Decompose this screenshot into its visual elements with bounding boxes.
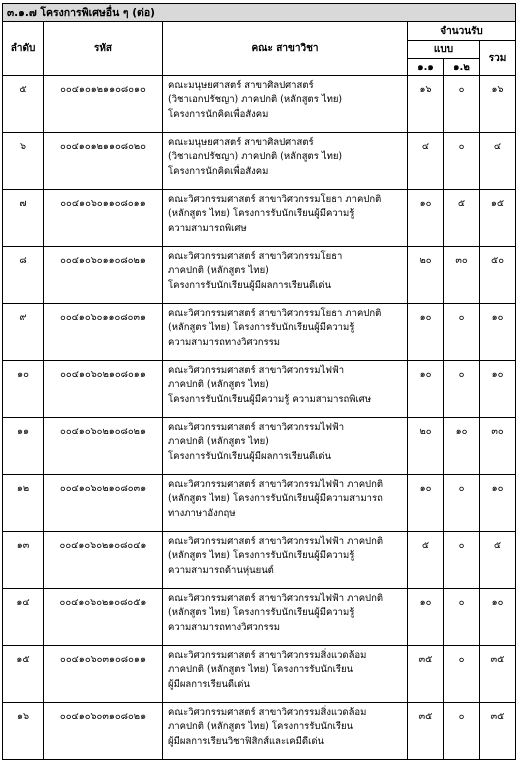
faculty-program-line: โครงการนักคิดเพื่อสังคม [168, 108, 269, 120]
intake-total: ๕ [480, 532, 516, 589]
col-header-type: แบบ [408, 41, 480, 59]
row-number: ๗ [3, 190, 44, 247]
intake-type-1-2: ๐ [444, 703, 480, 760]
faculty-program [163, 76, 408, 133]
faculty-program-line: (หลักสูตร ไทย) โครงการรับนักเรียนผู้มีความรู้ [168, 322, 355, 334]
row-number: ๑๑ [3, 418, 44, 475]
faculty-program-line: คณะวิศวกรรมศาสตร์ สาขาวิศวกรรมไฟฟ้า [168, 365, 345, 376]
faculty-program [163, 361, 408, 418]
program-code: ๐๐๔๑๐๖๐๒๑๐๘๐๔๑ [44, 532, 163, 589]
col-header-intake: จำนวนรับ [408, 22, 516, 41]
col-header-faculty: คณะ สาขาวิชา [163, 22, 408, 76]
faculty-program-line: (หลักสูตร ไทย) โครงการรับนักเรียนผู้มีความรู้ [168, 208, 355, 220]
row-number: ๑๓ [3, 532, 44, 589]
faculty-program-line: (วิชาเอกปรัชญา) ภาคปกติ (หลักสูตร ไทย) [168, 151, 343, 163]
faculty-program-line: โครงการรับนักเรียนผู้มีผลการเรียนดีเด่น [168, 279, 332, 291]
faculty-program-line: ภาคปกติ (หลักสูตร ไทย) [168, 379, 269, 391]
program-code: ๐๐๔๑๐๖๐๓๑๐๘๐๑๑ [44, 646, 163, 703]
table-row [3, 646, 516, 703]
intake-type-1-1: ๒๐ [408, 418, 444, 475]
faculty-program-line: คณะวิศวกรรมศาสตร์ สาขาวิศวกรรมโยธา ภาคปกติ [168, 308, 382, 319]
intake-type-1-1: ๓๕ [408, 646, 444, 703]
faculty-program [163, 646, 408, 703]
faculty-program-line: ความสามารถพิเศษ [168, 222, 247, 234]
faculty-program-line: โครงการรับนักเรียนผู้มีความรู้ ความสามารถพิเศษ [168, 393, 372, 405]
faculty-program-line: (หลักสูตร ไทย) โครงการรับนักเรียนผู้มีความรู้ [168, 550, 355, 562]
intake-total: ๑๖ [480, 76, 516, 133]
faculty-program [163, 532, 408, 589]
intake-type-1-2: ๐ [444, 589, 480, 646]
faculty-program [163, 589, 408, 646]
row-number: ๙ [3, 304, 44, 361]
faculty-program-line: คณะมนุษยศาสตร์ สาขาศิลปศาสตร์ [168, 80, 314, 91]
table-row [3, 532, 516, 589]
row-number: ๑๐ [3, 361, 44, 418]
faculty-program-line: (หลักสูตร ไทย) โครงการรับนักเรียนผู้มีความรู้ [168, 607, 355, 619]
intake-type-1-2: ๑๐ [444, 418, 480, 475]
faculty-program-line: ผู้มีผลการเรียนวิชาฟิสิกส์และเคมีดีเด่น [168, 735, 324, 747]
faculty-program-line: คณะมนุษยศาสตร์ สาขาศิลปศาสตร์ [168, 137, 314, 148]
faculty-program-line: (หลักสูตร ไทย) โครงการรับนักเรียนผู้มีความสามารถ [168, 493, 383, 505]
program-code: ๐๐๔๑๐๖๐๒๑๐๘๐๑๑ [44, 361, 163, 418]
faculty-program-line: คณะวิศวกรรมศาสตร์ สาขาวิศวกรรมสิ่งแวดล้อม [168, 707, 367, 718]
faculty-program-line: ความสามารถทางวิศวกรรม [168, 336, 281, 348]
faculty-program [163, 304, 408, 361]
admission-table [2, 3, 516, 760]
intake-total: ๓๕ [480, 646, 516, 703]
faculty-program-line: ผู้มีผลการเรียนดีเด่น [168, 678, 250, 690]
intake-total: ๔ [480, 133, 516, 190]
intake-type-1-2: ๕ [444, 190, 480, 247]
table-row [3, 589, 516, 646]
row-number: ๑๒ [3, 475, 44, 532]
table-row [3, 190, 516, 247]
intake-type-1-1: ๒๐ [408, 247, 444, 304]
intake-type-1-2: ๐ [444, 76, 480, 133]
faculty-program-line: ภาคปกติ (หลักสูตร ไทย) [168, 436, 269, 448]
faculty-program [163, 190, 408, 247]
intake-type-1-2: ๐ [444, 646, 480, 703]
faculty-program [163, 475, 408, 532]
faculty-program-line: ทางภาษาอังกฤษ [168, 507, 236, 519]
col-header-total: รวม [480, 41, 516, 76]
intake-type-1-1: ๑๐ [408, 304, 444, 361]
faculty-program-line: โครงการรับนักเรียนผู้มีผลการเรียนดีเด่น [168, 450, 332, 462]
intake-type-1-1: ๕ [408, 532, 444, 589]
intake-type-1-2: ๐ [444, 361, 480, 418]
program-code: ๐๐๔๑๐๖๐๒๑๐๘๐๓๑ [44, 475, 163, 532]
faculty-program-line: คณะวิศวกรรมศาสตร์ สาขาวิศวกรรมไฟฟ้า ภาคปกติ [168, 593, 384, 604]
section-title: ๓.๑.๗ โครงการพิเศษอื่น ๆ (ต่อ) [3, 4, 516, 22]
intake-type-1-2: ๓๐ [444, 247, 480, 304]
table-row [3, 361, 516, 418]
col-header-code: รหัส [44, 22, 163, 76]
intake-total: ๓๕ [480, 703, 516, 760]
faculty-program-line: ภาคปกติ (หลักสูตร ไทย) [168, 265, 269, 277]
intake-total: ๑๐ [480, 589, 516, 646]
faculty-program [163, 703, 408, 760]
col-header-no: ลำดับ [3, 22, 44, 76]
faculty-program-line: คณะวิศวกรรมศาสตร์ สาขาวิศวกรรมโยธา [168, 251, 343, 262]
intake-type-1-1: ๑๐ [408, 589, 444, 646]
faculty-program [163, 133, 408, 190]
faculty-program-line: โครงการนักคิดเพื่อสังคม [168, 165, 269, 177]
table-row [3, 703, 516, 760]
faculty-program-line: ภาคปกติ (หลักสูตร ไทย) โครงการรับนักเรียน [168, 721, 354, 733]
intake-type-1-2: ๐ [444, 133, 480, 190]
faculty-program-line: (วิชาเอกปรัชญา) ภาคปกติ (หลักสูตร ไทย) [168, 94, 343, 106]
faculty-program-line: คณะวิศวกรรมศาสตร์ สาขาวิศวกรรมโยธา ภาคปกติ [168, 194, 382, 205]
intake-total: ๓๐ [480, 418, 516, 475]
table-row [3, 247, 516, 304]
table-row [3, 418, 516, 475]
row-number: ๘ [3, 247, 44, 304]
program-code: ๐๐๔๑๐๑๒๑๑๐๘๐๒๐ [44, 133, 163, 190]
table-row [3, 133, 516, 190]
intake-type-1-2: ๐ [444, 475, 480, 532]
col-header-type-1-1: ๑.๑ [408, 59, 444, 76]
intake-total: ๑๐ [480, 475, 516, 532]
program-code: ๐๐๔๑๐๖๐๓๑๐๘๐๒๑ [44, 703, 163, 760]
intake-total: ๑๐ [480, 304, 516, 361]
intake-type-1-1: ๑๐ [408, 475, 444, 532]
program-code: ๐๐๔๑๐๖๐๒๑๐๘๐๒๑ [44, 418, 163, 475]
row-number: ๖ [3, 133, 44, 190]
program-code: ๐๐๔๑๐๑๒๑๑๐๘๐๑๐ [44, 76, 163, 133]
faculty-program-line: คณะวิศวกรรมศาสตร์ สาขาวิศวกรรมไฟฟ้า ภาคปกติ [168, 536, 384, 547]
program-code: ๐๐๔๑๐๖๐๑๑๐๘๐๓๑ [44, 304, 163, 361]
faculty-program-line: ความสามารถด้านหุ่นยนต์ [168, 564, 274, 576]
faculty-program [163, 247, 408, 304]
intake-type-1-1: ๓๕ [408, 703, 444, 760]
intake-type-1-1: ๑๐ [408, 361, 444, 418]
table-row [3, 76, 516, 133]
row-number: ๑๖ [3, 703, 44, 760]
faculty-program-line: คณะวิศวกรรมศาสตร์ สาขาวิศวกรรมสิ่งแวดล้อม [168, 650, 367, 661]
program-code: ๐๐๔๑๐๖๐๑๑๐๘๐๑๑ [44, 190, 163, 247]
col-header-type-1-2: ๑.๒ [444, 59, 480, 76]
program-code: ๐๐๔๑๐๖๐๒๑๐๘๐๕๑ [44, 589, 163, 646]
program-code: ๐๐๔๑๐๖๐๑๑๐๘๐๒๑ [44, 247, 163, 304]
row-number: ๕ [3, 76, 44, 133]
faculty-program-line: คณะวิศวกรรมศาสตร์ สาขาวิศวกรรมไฟฟ้า [168, 422, 345, 433]
row-number: ๑๔ [3, 589, 44, 646]
intake-type-1-1: ๔ [408, 133, 444, 190]
intake-total: ๑๐ [480, 361, 516, 418]
faculty-program [163, 418, 408, 475]
intake-type-1-1: ๑๖ [408, 76, 444, 133]
faculty-program-line: ความสามารถทางวิศวกรรม [168, 621, 281, 633]
intake-type-1-1: ๑๐ [408, 190, 444, 247]
table-row [3, 475, 516, 532]
table-row [3, 304, 516, 361]
intake-total: ๑๕ [480, 190, 516, 247]
faculty-program-line: คณะวิศวกรรมศาสตร์ สาขาวิศวกรรมไฟฟ้า ภาคปกติ [168, 479, 384, 490]
row-number: ๑๕ [3, 646, 44, 703]
faculty-program-line: ภาคปกติ (หลักสูตร ไทย) โครงการรับนักเรียน [168, 664, 354, 676]
intake-type-1-2: ๐ [444, 304, 480, 361]
intake-total: ๕๐ [480, 247, 516, 304]
intake-type-1-2: ๐ [444, 532, 480, 589]
